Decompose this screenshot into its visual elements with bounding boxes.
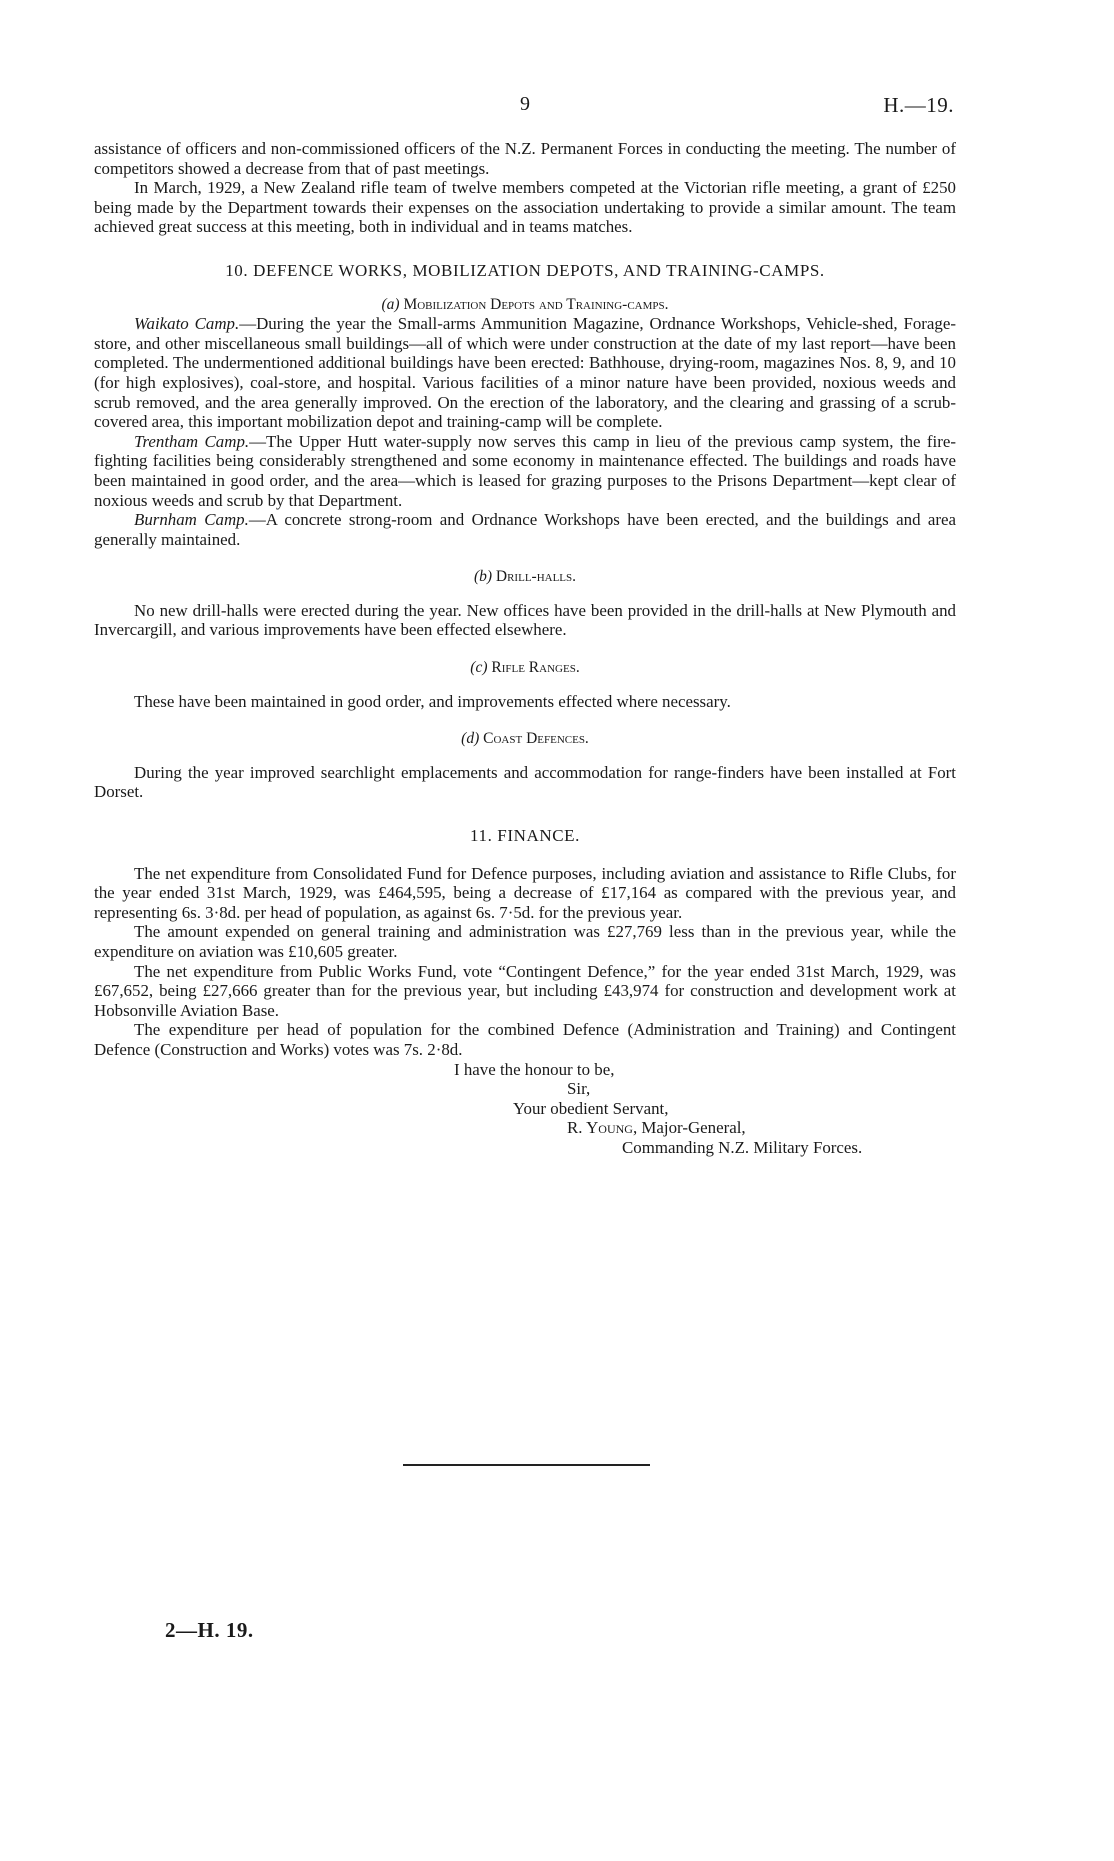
drill-halls-paragraph: No new drill-halls were erected during the year. New offices have been provided in the drill-halls at New Plymouth and Invercargill, and various improvements have been effected elsewhere. [94,600,956,640]
signatory-line [94,1118,956,1138]
subsection-a-heading [94,295,956,315]
subsection-d-heading [94,729,956,749]
footer-reference: 2—H. 19. [165,1618,254,1642]
body-text [94,139,956,1158]
burnham-camp-name: Burnham Camp. [134,510,249,530]
subsection-a-letter: (a) [381,295,400,313]
subsection-c-heading [94,658,956,678]
closing-line: I have the honour to be, [454,1059,615,1079]
page-number: 9 [520,93,530,115]
signatory-rank: , Major-General, [632,1118,746,1138]
trentham-paragraph [94,432,956,510]
subsection-d-title: Coast Defences. [483,730,589,748]
signature-block [94,1060,956,1158]
command-line: Commanding N.Z. Military Forces. [622,1137,863,1157]
waikato-paragraph [94,314,956,432]
waikato-camp-name: Waikato Camp. [134,314,240,334]
subsection-a-title: Mobilization Depots and Training-camps. [403,295,669,313]
section-10-title: 10. DEFENCE WORKS, MOBILIZATION DEPOTS, AND TRAINING-CAMPS. [225,260,825,280]
burnham-paragraph [94,510,956,549]
intro-paragraph-2: In March, 1929, a New Zealand rifle team of twelve members competed at the Victorian rifle meeting, a grant of £250 being made by the Department towards their expenses on the association undertaking to provide a similar amount. The team achieved great success at this meeting, both in individual and in teams matches. [94,178,956,237]
trentham-camp-name: Trentham Camp. [134,431,250,451]
subsection-d-letter: (d) [461,730,480,748]
rifle-ranges-paragraph: These have been maintained in good order, and improvements effected where necessary. [134,691,731,711]
subsection-b-heading [94,567,956,587]
document-reference: H.—19. [883,93,954,117]
subsection-c-letter: (c) [470,659,488,677]
coast-defences-paragraph: During the year improved searchlight emplacements and accommodation for range-finders have been installed at Fort Dorset. [94,762,956,802]
section-11-title: 11. FINANCE. [470,826,580,846]
signatory-name: R. Young [567,1118,633,1138]
finance-paragraph-3: The net expenditure from Public Works Fund, vote “Contingent Defence,” for the year ended 31st March, 1929, was £67,652, being £27,666 greater than for the previous year, but including £43,974 for construction and development work at Hobsonville Aviation Base. [94,961,956,1020]
subsection-b-title: Drill-halls. [495,568,577,586]
servant-line: Your obedient Servant, [513,1098,669,1118]
salutation-line: Sir, [567,1079,591,1099]
waikato-text: —During the year the Small-arms Ammunition Magazine, Ordnance Workshops, Vehicle-shed, Forage-store, and other miscellaneous small buildings—all of which were under construction at the date of my last report—have been completed. The undermentioned additional buildings have been erected: Bathhouse, drying-room, magazines Nos. 8, 9, and 10 (for high explosives), coal-store, and hospital. Various facilities of a minor nature have been provided, noxious weeds and scrub removed, and the area generally improved. On the erection of the laboratory, and the clearing and grassing of a scrub-covered area, this important mobilization depot and training-camp will be complete. [94,314,956,432]
finance-paragraph-4: The expenditure per head of population for the combined Defence (Administration and Training) and Contingent Defence (Construction and Works) votes was 7s. 2·8d. [94,1020,956,1059]
finance-paragraph-1: The net expenditure from Consolidated Fund for Defence purposes, including aviation and assistance to Rifle Clubs, for the year ended 31st March, 1929, was £464,595, being a decrease of £17,164 as compared with the previous year, and representing 6s. 3·8d. per head of population, as against 6s. 7·5d. for the previous year. [94,863,956,922]
subsection-b-letter: (b) [473,568,493,586]
finance-paragraph-2: The amount expended on general training and administration was £27,769 less than in the previous year, while the expenditure on aviation was £10,605 greater. [94,922,956,961]
trentham-text: —The Upper Hutt water-supply now serves this camp in lieu of the previous camp system, the fire-fighting facilities being considerably strengthened and some economy in maintenance effected. The buildings and roads have been maintained in good order, and the area—which is leased for grazing purposes to the Prisons Department—kept clear of noxious weeds and scrub by that Department. [94,431,956,510]
divider-rule [403,1464,650,1466]
subsection-c-title: Rifle Ranges. [491,659,580,677]
intro-paragraph-1: assistance of officers and non-commissioned officers of the N.Z. Permanent Forces in conducting the meeting. The number of competitors showed a decrease from that of past meetings. [94,139,956,178]
burnham-text: —A concrete strong-room and Ordnance Workshops have been erected, and the buildings and area generally maintained. [94,510,957,549]
